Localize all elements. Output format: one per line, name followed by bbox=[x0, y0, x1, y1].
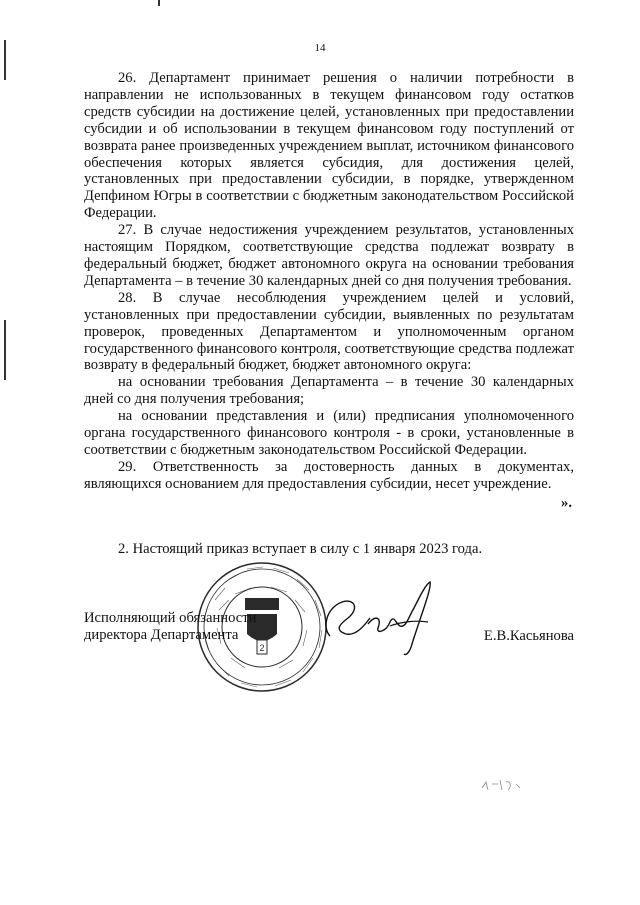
document-body bbox=[84, 70, 574, 512]
handwritten-signature-icon bbox=[320, 578, 440, 658]
scan-edge-mark bbox=[4, 320, 6, 380]
signatory-position-line-2: директора Департамента bbox=[84, 627, 239, 643]
paragraph-28-item-2: на основании представления и (или) предписания уполномоченного органа государственного финансового контроля - в сроки, установленные в соответствии с бюджетным законодательством Российской Федерации. bbox=[84, 408, 574, 458]
faint-mark-icon bbox=[478, 770, 528, 800]
paragraph-27: 27. В случае недостижения учреждением результатов, установленных настоящим Порядком, соответствующие средства подлежат возврату в федеральный бюджет, бюджет автономного округа на основании требования Департамента – в течение 30 календарных дней со дня получения требования. bbox=[84, 222, 574, 289]
signatory-position bbox=[84, 610, 256, 644]
signatory-name: Е.В.Касьянова bbox=[483, 628, 574, 644]
paragraph-28: 28. В случае несоблюдения учреждением целей и условий, установленных при предоставлении субсидии, выявленных по результатам проверок, проведенных Департаментом и уполномоченным органом государственного финансового контроля, соответствующие средства подлежат возврату в федеральный бюджет, бюджет автономного округа: bbox=[84, 289, 574, 374]
page-number: 14 bbox=[314, 42, 326, 54]
paragraph-28-item-1: на основании требования Департамента – в течение 30 календарных дней со дня получения требования; bbox=[84, 374, 574, 408]
paragraph-26: 26. Департамент принимает решения о наличии потребности в направлении не использованных в текущем финансовом году остатков средств субсидии на достижение целей, установленных при предоставлении субсидии и об использовании в текущем финансовом году поступлений от возврата ранее произведенных учреждением выплат, источником финансового обеспечения которых является субсидия, для достижения целей, установленных при предоставлении субсидии, в порядке, утвержденном Депфином Югры в соответствии с бюджетным законодательством Российской Федерации. bbox=[84, 70, 574, 222]
closing-quote: ». bbox=[561, 494, 572, 511]
order-effective-date: 2. Настоящий приказ вступает в силу с 1 января 2023 года. bbox=[118, 541, 483, 557]
scan-edge-mark bbox=[158, 0, 160, 6]
signatory-position-line-1: Исполняющий обязанности bbox=[84, 610, 257, 626]
svg-text:2: 2 bbox=[259, 643, 265, 653]
paragraph-29: 29. Ответственность за достоверность данных в документах, являющихся основанием для предоставления субсидии, несет учреждение. bbox=[84, 458, 574, 492]
